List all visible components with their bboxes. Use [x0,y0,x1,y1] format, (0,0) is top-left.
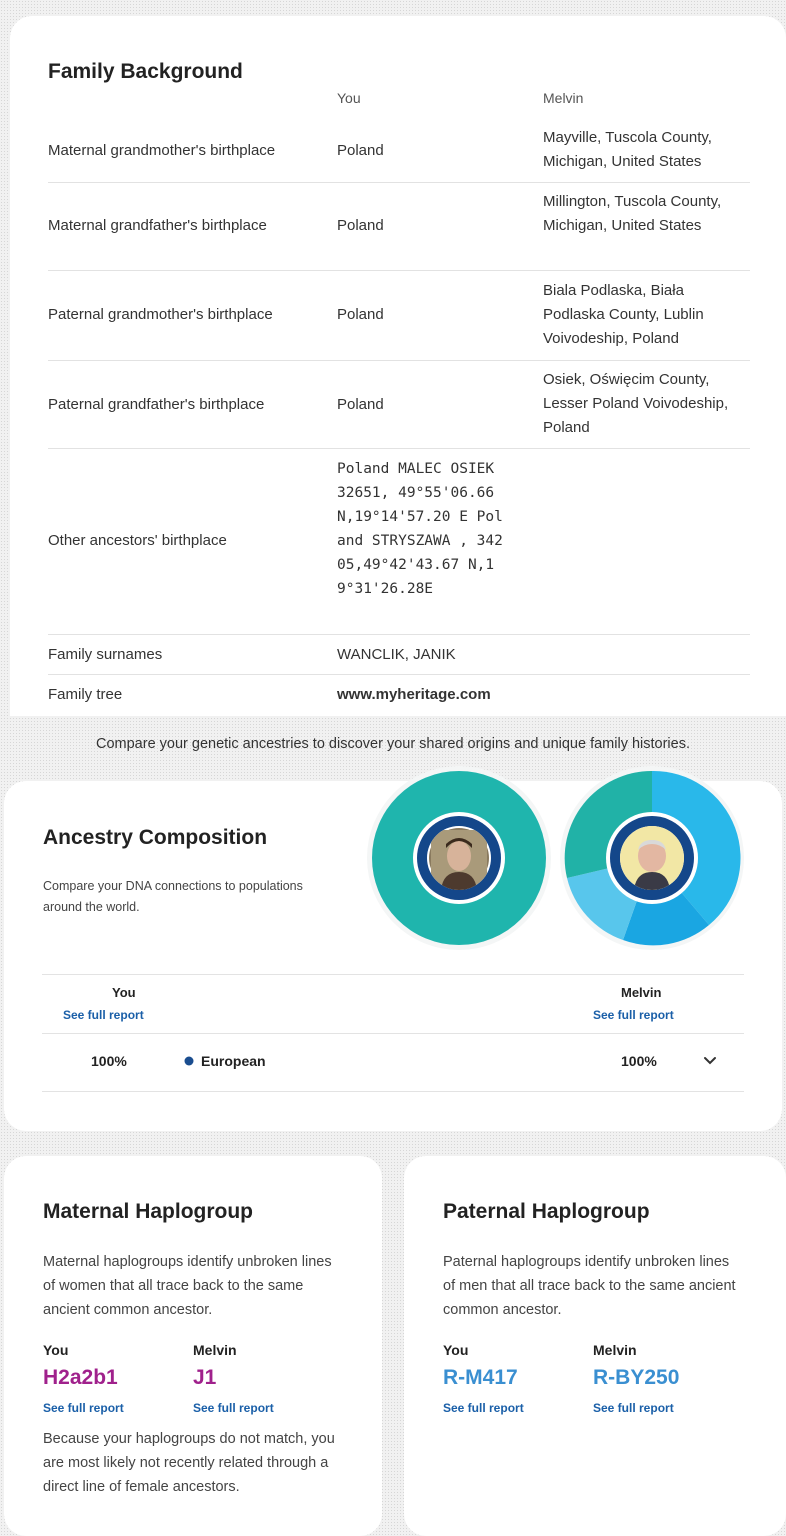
maternal-melvin-label: Melvin [193,1342,237,1358]
row-you-value: Poland [337,306,384,323]
row-label: Paternal grandmother's birthplace [48,306,273,323]
row-you-value: Poland [337,142,384,159]
row-label: Other ancestors' birthplace [48,532,227,549]
table-row [48,270,750,361]
paternal-melvin-label: Melvin [593,1342,637,1358]
divider [42,1091,744,1092]
column-header-melvin: Melvin [543,90,584,106]
paternal-description: Paternal haplogroups identify unbroken lines of men that all trace back to the same ancient common ancestor. [443,1254,736,1318]
row-melvin-value: Osiek, Oświęcim County, Lesser Poland Voivodeship, Poland [543,371,729,436]
divider [42,974,744,975]
paternal-you-label: You [443,1342,469,1358]
row-you-value: Poland [337,217,384,234]
maternal-you-label: You [43,1342,69,1358]
maternal-melvin-haplogroup: J1 [193,1366,217,1389]
paternal-melvin-haplogroup: R-BY250 [593,1366,680,1389]
paternal-melvin-report-link[interactable]: See full report [593,1401,674,1415]
ancestry-you-report-link[interactable]: See full report [63,1008,144,1022]
family-tree-link[interactable]: www.myheritage.com [337,686,491,703]
table-row [48,118,750,183]
row-you-value: Poland [337,396,384,413]
row-label: Maternal grandmother's birthplace [48,142,276,159]
table-row [48,448,750,635]
maternal-you-report-link[interactable]: See full report [43,1401,124,1415]
table-row [48,634,750,675]
paternal-you-haplogroup: R-M417 [443,1366,518,1389]
row-label: Family tree [48,686,123,703]
divider [42,1033,744,1034]
your-avatar [427,826,491,890]
population-name: European [201,1053,266,1069]
ancestry-description: Compare your DNA connections to populations around the world. [43,879,303,914]
maternal-haplogroup-card [4,1156,382,1536]
ancestry-composition-card [4,781,782,1131]
ancestry-you-label: You [112,985,136,1000]
row-label: Paternal grandfather's birthplace [48,396,265,413]
row-you-value: Poland MALEC OSIEK 32651, 49°55'06.66N,19°14'57.20 E Poland STRYSZAWA , 34205,49°42'43.67 N,19°31'26.28E [337,461,503,597]
ancestry-melvin-label: Melvin [621,985,662,1000]
ancestry-melvin-report-link[interactable]: See full report [593,1008,674,1022]
compare-tagline: Compare your genetic ancestries to discover your shared origins and unique family histories. [96,736,690,752]
row-melvin-value: Millington, Tuscola County, Michigan, United States [543,193,722,234]
table-row [48,182,750,271]
paternal-haplogroup-card [404,1156,786,1536]
row-melvin-value: Mayville, Tuscola County, Michigan, United States [543,129,712,170]
paternal-you-report-link[interactable]: See full report [443,1401,524,1415]
table-row [48,674,750,714]
maternal-description: Maternal haplogroups identify unbroken lines of women that all trace back to the same ancient common ancestor. [43,1254,332,1318]
row-label: Maternal grandfather's birthplace [48,217,267,234]
maternal-note: Because your haplogroups do not match, you are most likely not recently related through a direct line of female ancestors. [43,1431,335,1495]
row-you-value: WANCLIK, JANIK [337,646,456,663]
family-background-title: Family Background [48,60,243,83]
maternal-title: Maternal Haplogroup [43,1200,254,1223]
paternal-title: Paternal Haplogroup [443,1200,650,1223]
row-melvin-value: Biala Podlaska, Biała Podlaska County, Lublin Voivodeship, Poland [543,282,704,347]
melvin-avatar [620,826,684,890]
maternal-you-haplogroup: H2a2b1 [43,1366,118,1389]
column-header-you: You [337,90,361,106]
you-percent: 100% [91,1053,127,1069]
family-background-card [10,16,786,716]
maternal-melvin-report-link[interactable]: See full report [193,1401,274,1415]
population-dot [184,1056,194,1066]
melvin-percent: 100% [621,1053,657,1069]
ancestry-title: Ancestry Composition [43,826,268,849]
chevron-down-icon[interactable] [703,1056,717,1066]
row-label: Family surnames [48,646,163,663]
table-row [48,360,750,449]
